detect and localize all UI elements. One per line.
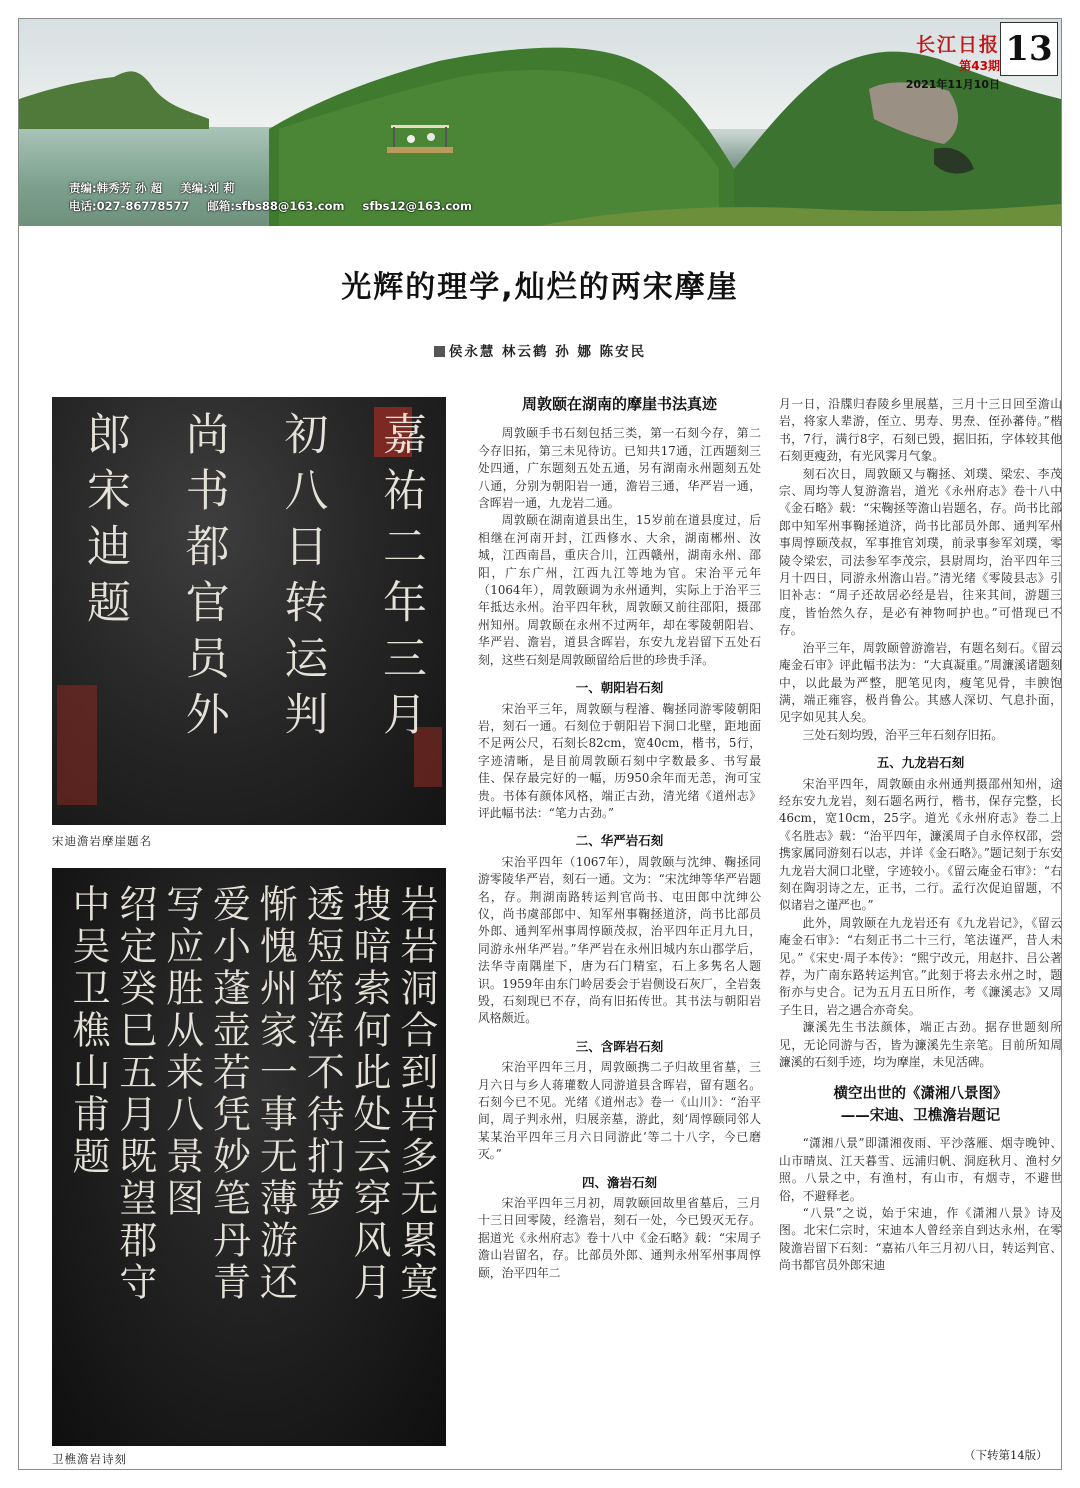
paragraph: 三处石刻均毁，治平三年石刻存旧拓。: [802, 727, 1004, 742]
inscription-column: 尚书都官员外: [177, 411, 229, 747]
paragraph: 宋治平四年，周敦颐由永州通判摄邵州知州，途经东安九龙岩，刻石题名两行，楷书，保存完整，长46cm，宽10cm，25字。道光《永州府志》卷二上《名胜志》载：“治平四年，濂溪周子自永倅权邵，尝携家属同游刻石以志，并详《金石略》。”题记刻于东安九龙岩大洞口北壁，字迹较小。《留云庵金石审》：“右刻在陶羽诗之左，正书，二行。孟行次促迫留题，不似诸岩之谨严也。”: [779, 776, 1062, 913]
figure-caption: 宋迪澹岩摩崖题名: [52, 834, 152, 848]
inscription-column: 嘉祐二年三月: [374, 411, 426, 747]
rubbing-photo-wei-qiao: [52, 868, 446, 1446]
page-number: 13: [1000, 22, 1058, 76]
designer-credit: 美编:刘 莉: [180, 181, 235, 195]
editor-credit: 责编:韩秀芳 孙 超: [69, 181, 163, 195]
phone-number: 电话:027-86778577: [69, 199, 190, 213]
inscription-column: 岩岩洞合到岩多无累寞: [393, 884, 438, 1304]
paragraph: 濂溪先生书法颜体，端正古劲。据存世题刻所见，无论同游与否，皆为濂溪先生亲笔。目前所知周濂溪的石刻手迹，均为摩崖，未见活碑。: [779, 1020, 1062, 1070]
paragraph: 刻石次日，周敦颐又与鞠拯、刘璞、梁宏、李茂宗、周均等人复游澹岩，道光《永州府志》卷十八中《金石略》载：“宋鞠拯等澹山岩题名，存。尚书比部郎中知军州事鞠拯道济，尚书比部员外郎、通判军州事周惇颐茂叔，军事推官刘璞，前录事参军刘璞，零陵令梁宏，司法参军李茂宗，县尉周均，治平四年三月十四日，同游永州澹山岩。”清光绪《零陵县志》引旧补志：“周子还故居必经是岩，往来其间，游题三度，皆怡然久存，是必有神物呵护也。”可惜现已不存。: [779, 466, 1062, 638]
section-heading-2-line2: ——宋迪、卫樵澹岩题记: [840, 1108, 1001, 1125]
inscription-column: 绍定癸巳五月既望郡守: [112, 884, 157, 1304]
section-heading: 周敦颐在湖南的摩崖书法真迹: [521, 396, 717, 413]
inscription-column: 郎宋迪题: [79, 411, 130, 635]
rubbing-inscription: [66, 884, 438, 1432]
inscription-column: 透短筇浑不待扪萝: [300, 884, 345, 1220]
subsection-heading: 二、华严岩石刻: [575, 833, 664, 849]
issue-number: 第43期: [959, 59, 1000, 73]
paragraph: “八景”之说，始于宋迪，作《潇湘八景》诗及图。北宋仁宗时，宋迪本人曾经亲自到达永州，在零陵澹岩留下石刻：“嘉祐八年三月初八日，转运判官、尚书都官员外郎宋迪: [779, 1206, 1062, 1273]
masthead: [905, 30, 1000, 92]
article-column-right: [779, 396, 1062, 1441]
article-headline: 光辉的理学,灿烂的两宋摩崖: [341, 270, 739, 305]
paragraph: 宋治平四年三月，周敦颐携二子归故里省墓，三月六日与乡人蒋瓘数人同游道县含晖岩，留有题名。石刻今已不见。光绪《道州志》卷一《山川》：“治平间，周子判永州，归展亲墓，游此，刻‘周惇颐同邻人某某治平四年三月六日同游此’等二十八字，今已磨灭。”: [478, 1060, 761, 1162]
article-column-middle: [478, 396, 761, 1446]
newspaper-logo: 长江日报: [915, 34, 1000, 56]
rubbing-inscription: [72, 411, 432, 811]
inscription-column: 捜暗索何此处云穿风月: [347, 884, 392, 1304]
paragraph: 宋治平四年三月初，周敦颐回故里省墓后，三月十三日回零陵，经澹岩，刻石一处，今已毁灭无存。据道光《永州府志》卷十八中《金石略》载：“宋周子澹山岩留名，存。比部员外郎、通判永州军州事周惇颐，治平四年二: [478, 1196, 761, 1280]
subsection-heading: 五、九龙岩石刻: [876, 755, 965, 771]
byline-authors: 侯永慧 林云鹤 孙 娜 陈安民: [448, 344, 647, 360]
paragraph: 月一日，沿牒归舂陵乡里展墓，三月十三日回至澹山岩，将家人辈游，侄立、男寿、男焘、侄孙蕃侍。”楷书，7行，满行8字，石刻已毁，据旧拓，字体较其他石刻更瘦劲，有光风霁月气象。: [779, 397, 1062, 464]
inscription-column: 写应胜从来八景图: [159, 884, 204, 1220]
issue-date: 2021年11月10日: [905, 78, 1000, 91]
subsection-heading: 三、含晖岩石刻: [575, 1038, 664, 1054]
inscription-column: 爱小蓬壶若凭妙笔丹青: [206, 884, 251, 1304]
paragraph: “潇湘八景”即潇湘夜雨、平沙落雁、烟寺晚钟、山市晴岚、江天暮雪、远浦归帆、洞庭秋月、渔村夕照。八景之中，有渔村，有山市，有烟寺，不避世俗，不避释老。: [779, 1136, 1062, 1203]
continued-notice: （下转第14版）: [964, 1448, 1048, 1462]
paragraph: 此外，周敦颐在九龙岩还有《九龙岩记》，《留云庵金石审》：“右刻正书二十三行，笔法谨严，昔人未见。”《宋史·周子本传》：“熙宁改元，用赵抃、吕公著荐，为广南东路转运判官。”此刻于将去永州之时，题衔亦与史合。记为五月五日所作，考《濂溪志》又周子生日，岩之遇合亦奇矣。: [779, 915, 1062, 1017]
email-address: 邮箱:sfbs88@163.com: [207, 199, 345, 213]
figure-caption: 卫樵澹岩诗刻: [52, 1452, 127, 1466]
paragraph: 周敦颐手书石刻包括三类，第一石刻今存，第二今存旧拓，第三未见待访。已知共17通，江西题刻三处四通，广东题刻五处五通，另有湖南永州题刻五处八通，分别为朝阳岩一通，澹岩三通，华严岩一通，含晖岩一通，九龙岩二通。: [478, 426, 761, 511]
byline-square-icon: [434, 346, 445, 357]
section-heading-2: [779, 1083, 1062, 1127]
email-address-2: sfbs12@163.com: [362, 199, 473, 213]
section-heading-2-line1: 横空出世的《潇湘八景图》: [833, 1086, 1008, 1103]
paragraph: 治平三年，周敦颐曾游澹岩，有题名刻石。《留云庵金石审》评此幅书法为：“大真凝重。”周濂溪诸题刻中，以此最为严整，肥笔见肉，瘦笔见骨，丰腴饱满，端正雍容，极肖鲁公。其感人深切、气息扑面，见字如见其人矣。: [779, 640, 1062, 725]
inscription-column: 惭愧州家一事无薄游还: [253, 884, 298, 1304]
subsection-heading: 四、澹岩石刻: [581, 1174, 657, 1190]
subsection-heading: 一、朝阳岩石刻: [575, 680, 664, 696]
byline: [0, 340, 1080, 360]
rubbing-photo-song-di: [52, 397, 446, 825]
paragraph: 宋治平三年，周敦颐与程濬、鞠拯同游零陵朝阳岩，刻石一通。石刻位于朝阳岩下洞口北壁，距地面不足两公尺，石刻长82cm，宽40cm，楷书，5行，字迹清晰，是目前周敦颐石刻中字数最多、书写最佳、保存最完好的一幅，历950余年而无恙，洵可宝贵。书体有颜体风格，端正古劲，清光绪《道州志》评此幅书法：“笔力古劲。”: [478, 701, 761, 820]
inscription-column: 初八日转运判: [276, 411, 328, 747]
inscription-column: 中吴卫樵山甫题: [66, 884, 110, 1178]
paragraph: 宋治平四年（1067年），周敦颐与沈绅、鞠拯同游零陵华严岩，刻石一通。文为：“宋沈绅等华严岩题名，存。荆湖南路转运判官尚书、屯田郎中沈绅公仪，尚书虞部郎中、知军州事鞠拯道济，尚书比部员外郎、通判军州事周惇颐茂叔，治平四年正月九日，同游永州华严岩。”华严岩在永州旧城内东山郡学后，法华寺南隅崖下，唐为石门精室，石上多隽名人题识。1959年由东门岭居委会于岩侧设石灰厂，全岩轰毁，石刻现已不存，尚有旧拓传世。其书法与朝阳岩风格颇近。: [478, 854, 761, 1026]
paragraph: 周敦颐在湖南道县出生，15岁前在道县度过，后相继在河南开封，江西修水、大余，湖南郴州、汝城，江西南昌，重庆合川，江西赣州，湖南永州、邵阳，广东广州，江西九江等地为官。宋治平元年（1064年），周敦颐调为永州通判，实际上于治平三年抵达永州。治平四年秋，周敦颐又前往邵阳，摄邵州知州。周敦颐在永州不过两年，却在零陵朝阳岩、华严岩、澹岩，道县含晖岩，东安九龙岩留下五处石刻，这些石刻是周敦颐留给后世的珍贵手泽。: [478, 513, 761, 667]
editor-credits: [69, 179, 486, 215]
